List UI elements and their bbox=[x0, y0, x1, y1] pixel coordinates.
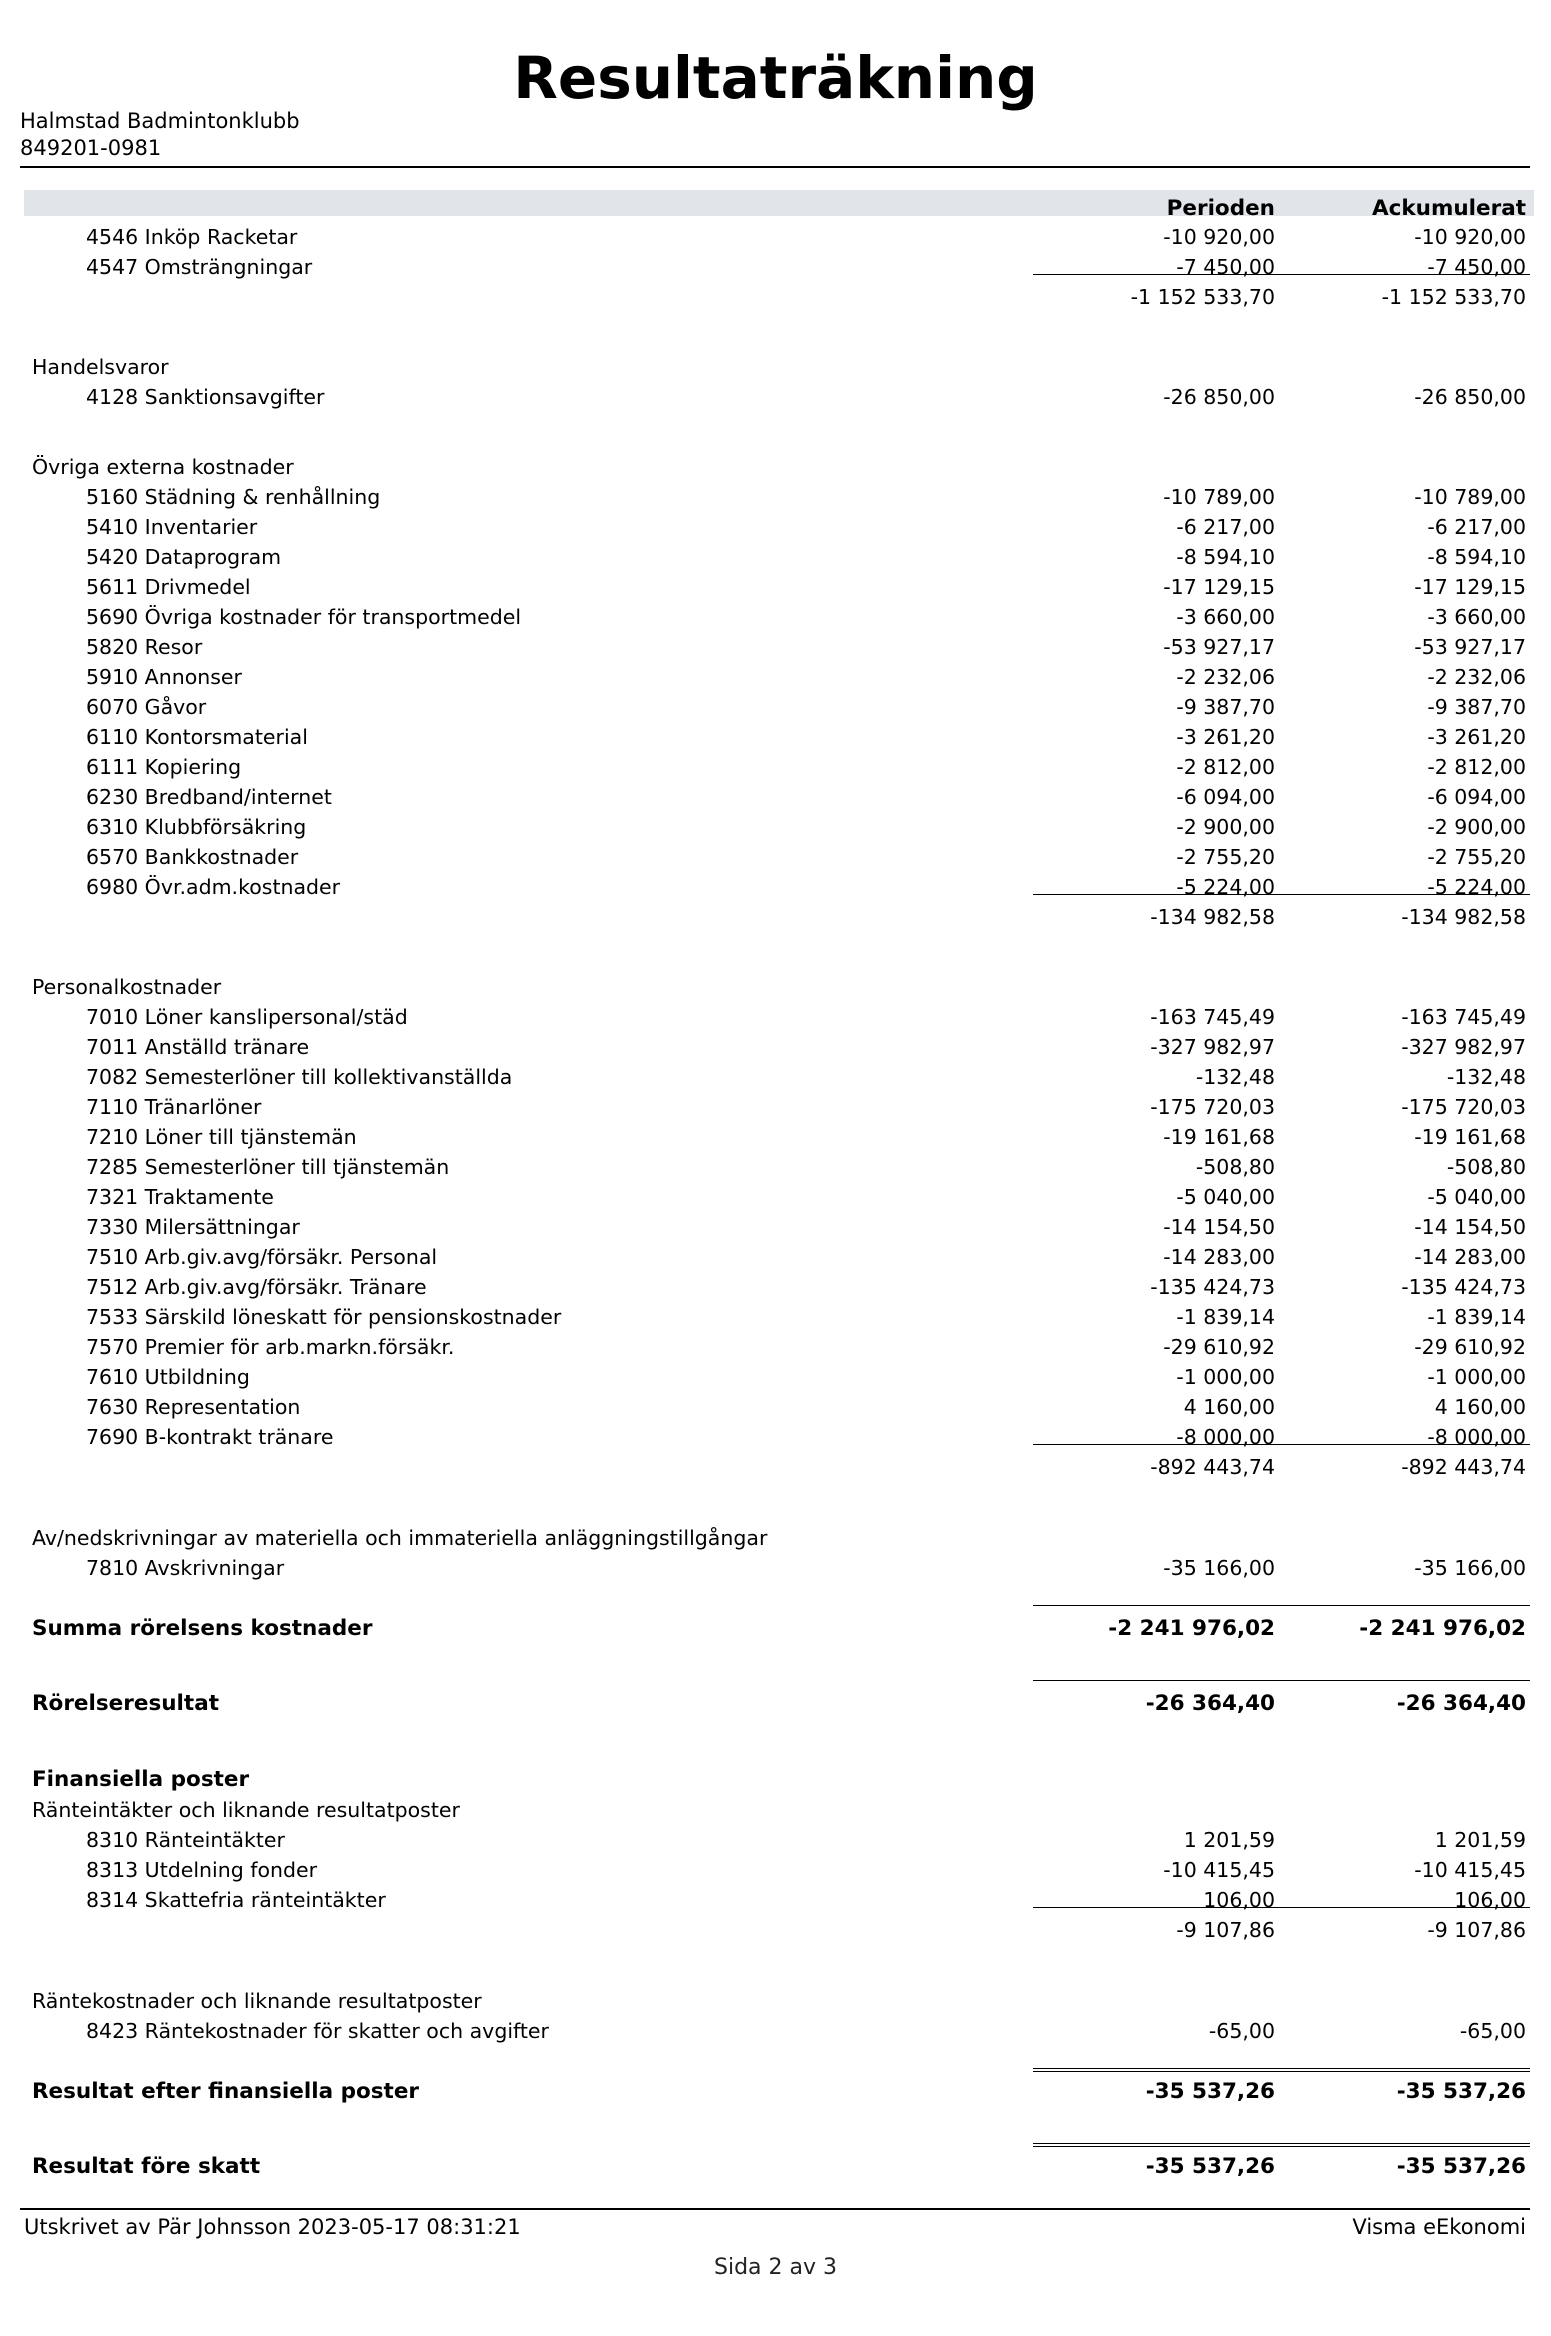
period-value: -163 745,49 bbox=[1150, 1005, 1275, 1029]
period-value: -175 720,03 bbox=[1150, 1095, 1275, 1119]
accumulated-value: -65,00 bbox=[1459, 2019, 1526, 2043]
page-number: Sida 2 av 3 bbox=[714, 2255, 837, 2280]
accumulated-value: -26 850,00 bbox=[1414, 385, 1526, 409]
accumulated-value: -2 241 976,02 bbox=[1359, 1616, 1526, 1641]
table-row bbox=[0, 1152, 1551, 1182]
table-row bbox=[0, 872, 1551, 902]
accumulated-value: -35 537,26 bbox=[1396, 2079, 1526, 2104]
table-row bbox=[0, 222, 1551, 252]
row-label: 5410 Inventarier bbox=[86, 515, 258, 539]
period-value: -2 812,00 bbox=[1176, 755, 1275, 779]
sum-line bbox=[1278, 2146, 1530, 2147]
table-row bbox=[0, 382, 1551, 412]
table-row bbox=[0, 1553, 1551, 1583]
table-row bbox=[0, 1122, 1551, 1152]
period-value: -5 224,00 bbox=[1176, 875, 1275, 899]
table-row bbox=[0, 1062, 1551, 1092]
group-row bbox=[0, 1523, 1551, 1553]
table-row bbox=[0, 512, 1551, 542]
row-label: 5420 Dataprogram bbox=[86, 545, 282, 569]
period-value: -9 107,86 bbox=[1176, 1918, 1275, 1942]
sum-line bbox=[1033, 1444, 1278, 1445]
row-label: 4546 Inköp Racketar bbox=[86, 225, 298, 249]
row-label: 7010 Löner kanslipersonal/städ bbox=[86, 1005, 408, 1029]
row-label: 7210 Löner till tjänstemän bbox=[86, 1125, 357, 1149]
accumulated-value: -134 982,58 bbox=[1401, 905, 1526, 929]
row-label: 6310 Klubbförsäkring bbox=[86, 815, 307, 839]
table-row bbox=[0, 1422, 1551, 1452]
row-label: 5690 Övriga kostnader för transportmedel bbox=[86, 605, 522, 629]
period-value: -3 261,20 bbox=[1176, 725, 1275, 749]
accumulated-value: -2 900,00 bbox=[1427, 815, 1526, 839]
table-row bbox=[0, 812, 1551, 842]
period-value: -14 283,00 bbox=[1163, 1245, 1275, 1269]
table-row bbox=[0, 662, 1551, 692]
column-header-accumulated: Ackumulerat bbox=[1371, 196, 1526, 221]
page-footer bbox=[0, 2212, 1551, 2242]
row-label: 8310 Ränteintäkter bbox=[86, 1828, 285, 1852]
row-label: 4547 Omsträngningar bbox=[86, 255, 313, 279]
accumulated-value: -10 789,00 bbox=[1414, 485, 1526, 509]
accumulated-value: -2 232,06 bbox=[1427, 665, 1526, 689]
grand-row bbox=[0, 2077, 1551, 2107]
accumulated-value: -9 387,70 bbox=[1427, 695, 1526, 719]
sum-line bbox=[1033, 1605, 1278, 1606]
table-row bbox=[0, 542, 1551, 572]
sum-line bbox=[1033, 2143, 1278, 2144]
period-value: 1 201,59 bbox=[1183, 1828, 1275, 1852]
section-row bbox=[0, 1765, 1551, 1795]
group-row bbox=[0, 972, 1551, 1002]
row-label: Rörelseresultat bbox=[32, 1691, 219, 1716]
group-row bbox=[0, 452, 1551, 482]
accumulated-value: -175 720,03 bbox=[1401, 1095, 1526, 1119]
row-label: 7690 B-kontrakt tränare bbox=[86, 1425, 334, 1449]
period-value: -35 537,26 bbox=[1145, 2154, 1275, 2179]
row-label: Ränteintäkter och liknande resultatposter bbox=[32, 1798, 460, 1822]
accumulated-value: -9 107,86 bbox=[1427, 1918, 1526, 1942]
accumulated-value: -19 161,68 bbox=[1414, 1125, 1526, 1149]
row-label: 6230 Bredband/internet bbox=[86, 785, 332, 809]
period-value: -10 415,45 bbox=[1163, 1858, 1275, 1882]
accumulated-value: -7 450,00 bbox=[1427, 255, 1526, 279]
footer-rule bbox=[20, 2208, 1530, 2210]
period-value: -8 594,10 bbox=[1176, 545, 1275, 569]
row-label: 5160 Städning & renhållning bbox=[86, 485, 381, 509]
row-label: 7011 Anställd tränare bbox=[86, 1035, 310, 1059]
sum-line bbox=[1033, 1907, 1278, 1908]
organization-number: 849201-0981 bbox=[20, 136, 162, 160]
table-row bbox=[0, 572, 1551, 602]
row-label: 7570 Premier för arb.markn.försäkr. bbox=[86, 1335, 455, 1359]
period-value: -35 537,26 bbox=[1145, 2079, 1275, 2104]
accumulated-value: -1 000,00 bbox=[1427, 1365, 1526, 1389]
accumulated-value: -3 660,00 bbox=[1427, 605, 1526, 629]
row-label: 7330 Milersättningar bbox=[86, 1215, 300, 1239]
row-label: 5611 Drivmedel bbox=[86, 575, 251, 599]
group-row bbox=[0, 352, 1551, 382]
period-value: -2 900,00 bbox=[1176, 815, 1275, 839]
table-row bbox=[0, 1242, 1551, 1272]
row-label: 7285 Semesterlöner till tjänstemän bbox=[86, 1155, 450, 1179]
period-value: 4 160,00 bbox=[1183, 1395, 1275, 1419]
organization-info bbox=[20, 108, 300, 162]
row-label: Av/nedskrivningar av materiella och immateriella anläggningstillgångar bbox=[32, 1526, 768, 1550]
sum-line bbox=[1278, 2068, 1530, 2069]
sum-line bbox=[1278, 2143, 1530, 2144]
grand-row bbox=[0, 1689, 1551, 1719]
row-label: Personalkostnader bbox=[32, 975, 222, 999]
accumulated-value: -17 129,15 bbox=[1414, 575, 1526, 599]
software-brand: Visma eEkonomi bbox=[1352, 2215, 1526, 2239]
accumulated-value: -14 154,50 bbox=[1414, 1215, 1526, 1239]
accumulated-value: -508,80 bbox=[1446, 1155, 1526, 1179]
period-value: 106,00 bbox=[1203, 1888, 1275, 1912]
table-row bbox=[0, 252, 1551, 282]
accumulated-value: -6 094,00 bbox=[1427, 785, 1526, 809]
table-row bbox=[0, 1392, 1551, 1422]
group-row bbox=[0, 1795, 1551, 1825]
sum-line bbox=[1278, 1680, 1530, 1681]
period-value: -6 217,00 bbox=[1176, 515, 1275, 539]
accumulated-value: -10 415,45 bbox=[1414, 1858, 1526, 1882]
accumulated-value: -892 443,74 bbox=[1401, 1455, 1526, 1479]
table-row bbox=[0, 782, 1551, 812]
table-row bbox=[0, 692, 1551, 722]
row-label: Resultat efter finansiella poster bbox=[32, 2079, 419, 2104]
table-row bbox=[0, 1855, 1551, 1885]
header-rule bbox=[20, 166, 1530, 168]
period-value: -26 364,40 bbox=[1145, 1691, 1275, 1716]
period-value: -3 660,00 bbox=[1176, 605, 1275, 629]
accumulated-value: -1 152 533,70 bbox=[1381, 285, 1526, 309]
accumulated-value: -5 224,00 bbox=[1427, 875, 1526, 899]
row-label: Finansiella poster bbox=[32, 1767, 250, 1792]
accumulated-value: -29 610,92 bbox=[1414, 1335, 1526, 1359]
sum-line bbox=[1033, 2071, 1278, 2072]
period-value: -2 755,20 bbox=[1176, 845, 1275, 869]
subtotal-row bbox=[0, 1915, 1551, 1945]
period-value: -892 443,74 bbox=[1150, 1455, 1275, 1479]
period-value: -9 387,70 bbox=[1176, 695, 1275, 719]
row-label: 7630 Representation bbox=[86, 1395, 301, 1419]
column-header-period: Perioden bbox=[1166, 196, 1275, 221]
table-row bbox=[0, 1002, 1551, 1032]
accumulated-value: -6 217,00 bbox=[1427, 515, 1526, 539]
row-label: 8314 Skattefria ränteintäkter bbox=[86, 1888, 386, 1912]
table-row bbox=[0, 1825, 1551, 1855]
period-value: -5 040,00 bbox=[1176, 1185, 1275, 1209]
sum-line bbox=[1278, 2071, 1530, 2072]
sum-line bbox=[1033, 2068, 1278, 2069]
row-label: 6070 Gåvor bbox=[86, 695, 207, 719]
sum-line bbox=[1278, 1444, 1530, 1445]
period-value: -26 850,00 bbox=[1163, 385, 1275, 409]
period-value: -65,00 bbox=[1208, 2019, 1275, 2043]
table-row bbox=[0, 632, 1551, 662]
subtotal-row bbox=[0, 282, 1551, 312]
period-value: -8 000,00 bbox=[1176, 1425, 1275, 1449]
page-title: Resultaträkning bbox=[513, 44, 1038, 112]
table-row bbox=[0, 482, 1551, 512]
subtotal-row bbox=[0, 902, 1551, 932]
accumulated-value: -132,48 bbox=[1446, 1065, 1526, 1089]
period-value: -508,80 bbox=[1195, 1155, 1275, 1179]
row-label: 8313 Utdelning fonder bbox=[86, 1858, 318, 1882]
accumulated-value: -8 000,00 bbox=[1427, 1425, 1526, 1449]
period-value: -2 232,06 bbox=[1176, 665, 1275, 689]
accumulated-value: -1 839,14 bbox=[1427, 1305, 1526, 1329]
sum-line bbox=[1278, 1907, 1530, 1908]
row-label: 7810 Avskrivningar bbox=[86, 1556, 285, 1580]
period-value: -132,48 bbox=[1195, 1065, 1275, 1089]
table-row bbox=[0, 1885, 1551, 1915]
period-value: -17 129,15 bbox=[1163, 575, 1275, 599]
accumulated-value: -2 812,00 bbox=[1427, 755, 1526, 779]
table-row bbox=[0, 722, 1551, 752]
column-headers bbox=[0, 194, 1551, 224]
row-label: Summa rörelsens kostnader bbox=[32, 1616, 373, 1641]
accumulated-value: 1 201,59 bbox=[1434, 1828, 1526, 1852]
row-label: 4128 Sanktionsavgifter bbox=[86, 385, 325, 409]
accumulated-value: 4 160,00 bbox=[1434, 1395, 1526, 1419]
table-row bbox=[0, 1302, 1551, 1332]
period-value: -1 000,00 bbox=[1176, 1365, 1275, 1389]
accumulated-value: -327 982,97 bbox=[1401, 1035, 1526, 1059]
period-value: -135 424,73 bbox=[1150, 1275, 1275, 1299]
period-value: -2 241 976,02 bbox=[1108, 1616, 1275, 1641]
period-value: -6 094,00 bbox=[1176, 785, 1275, 809]
row-label: Resultat före skatt bbox=[32, 2154, 261, 2179]
table-row bbox=[0, 1332, 1551, 1362]
table-row bbox=[0, 752, 1551, 782]
period-value: -1 152 533,70 bbox=[1130, 285, 1275, 309]
table-row bbox=[0, 1032, 1551, 1062]
row-label: 7082 Semesterlöner till kollektivanställda bbox=[86, 1065, 513, 1089]
table-row bbox=[0, 1212, 1551, 1242]
row-label: 7533 Särskild löneskatt för pensionskostnader bbox=[86, 1305, 562, 1329]
sum-line bbox=[1033, 2146, 1278, 2147]
row-label: 7110 Tränarlöner bbox=[86, 1095, 262, 1119]
period-value: -134 982,58 bbox=[1150, 905, 1275, 929]
period-value: -53 927,17 bbox=[1163, 635, 1275, 659]
period-value: -1 839,14 bbox=[1176, 1305, 1275, 1329]
row-label: 6570 Bankkostnader bbox=[86, 845, 299, 869]
group-row bbox=[0, 1986, 1551, 2016]
accumulated-value: -5 040,00 bbox=[1427, 1185, 1526, 1209]
period-value: -327 982,97 bbox=[1150, 1035, 1275, 1059]
accumulated-value: -2 755,20 bbox=[1427, 845, 1526, 869]
organization-name: Halmstad Badmintonklubb bbox=[20, 109, 300, 133]
accumulated-value: -53 927,17 bbox=[1414, 635, 1526, 659]
table-row bbox=[0, 602, 1551, 632]
accumulated-value: -26 364,40 bbox=[1396, 1691, 1526, 1716]
period-value: -10 789,00 bbox=[1163, 485, 1275, 509]
table-row bbox=[0, 1182, 1551, 1212]
row-label: Övriga externa kostnader bbox=[32, 455, 294, 479]
accumulated-value: -135 424,73 bbox=[1401, 1275, 1526, 1299]
table-row bbox=[0, 1362, 1551, 1392]
row-label: Räntekostnader och liknande resultatposter bbox=[32, 1989, 482, 2013]
row-label: 6111 Kopiering bbox=[86, 755, 242, 779]
sum-line bbox=[1033, 1680, 1278, 1681]
row-label: 7510 Arb.giv.avg/försäkr. Personal bbox=[86, 1245, 438, 1269]
total-row bbox=[0, 1614, 1551, 1644]
period-value: -7 450,00 bbox=[1176, 255, 1275, 279]
table-row bbox=[0, 842, 1551, 872]
accumulated-value: -35 537,26 bbox=[1396, 2154, 1526, 2179]
grand-row bbox=[0, 2152, 1551, 2182]
period-value: -29 610,92 bbox=[1163, 1335, 1275, 1359]
row-label: 8423 Räntekostnader för skatter och avgifter bbox=[86, 2019, 549, 2043]
period-value: -10 920,00 bbox=[1163, 225, 1275, 249]
accumulated-value: -10 920,00 bbox=[1414, 225, 1526, 249]
row-label: 7321 Traktamente bbox=[86, 1185, 274, 1209]
printed-by-text: Utskrivet av Pär Johnsson 2023-05-17 08:31:21 bbox=[24, 2215, 521, 2239]
accumulated-value: -163 745,49 bbox=[1401, 1005, 1526, 1029]
period-value: -19 161,68 bbox=[1163, 1125, 1275, 1149]
sum-line bbox=[1278, 1605, 1530, 1606]
row-label: 7610 Utbildning bbox=[86, 1365, 250, 1389]
table-row bbox=[0, 1272, 1551, 1302]
table-row bbox=[0, 1092, 1551, 1122]
sum-line bbox=[1278, 274, 1530, 275]
accumulated-value: -8 594,10 bbox=[1427, 545, 1526, 569]
table-row bbox=[0, 2016, 1551, 2046]
period-value: -14 154,50 bbox=[1163, 1215, 1275, 1239]
accumulated-value: -14 283,00 bbox=[1414, 1245, 1526, 1269]
row-label: 6980 Övr.adm.kostnader bbox=[86, 875, 341, 899]
subtotal-row bbox=[0, 1452, 1551, 1482]
period-value: -35 166,00 bbox=[1163, 1556, 1275, 1580]
sum-line bbox=[1033, 274, 1278, 275]
accumulated-value: -35 166,00 bbox=[1414, 1556, 1526, 1580]
row-label: 5910 Annonser bbox=[86, 665, 242, 689]
row-label: Handelsvaror bbox=[32, 355, 169, 379]
row-label: 5820 Resor bbox=[86, 635, 203, 659]
row-label: 6110 Kontorsmaterial bbox=[86, 725, 308, 749]
accumulated-value: -3 261,20 bbox=[1427, 725, 1526, 749]
row-label: 7512 Arb.giv.avg/försäkr. Tränare bbox=[86, 1275, 427, 1299]
accumulated-value: 106,00 bbox=[1454, 1888, 1526, 1912]
